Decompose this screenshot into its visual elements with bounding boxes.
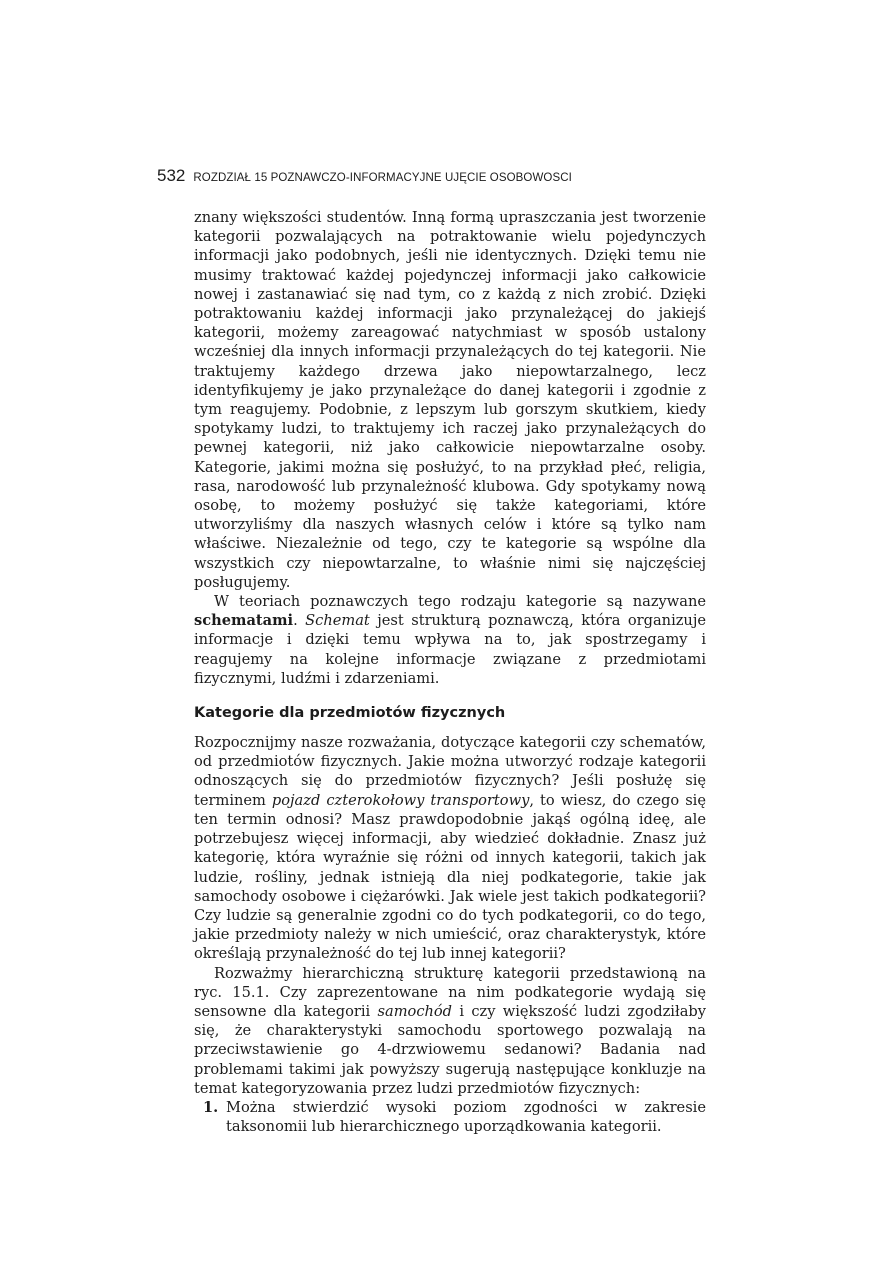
paragraph-hierarchy — [194, 964, 706, 1098]
term-schematami: schematami — [194, 612, 294, 630]
paragraph-text: znany większości studentów. Inną formą upraszczania jest tworzenie kategorii pozwalających na potraktowanie wielu pojedynczych informacji jako podobnych, jeśli nie identycznych. Dzięki temu nie musimy traktować każdej pojedynczej informacji jako całkowicie nowej i zastanawiać się nad tym, co z każdą z nich zrobić. Dzięki potraktowaniu każdej informacji jako przynależącej do jakiejś kategorii, możemy zareagować natychmiast w sposób ustalony wcześniej dla innych informacji przynależących do tej kategorii. Nie traktujemy każdego drzewa jako niepowtarzalnego, lecz identyfikujemy je jako przynależące do danej kategorii i zgodnie z tym reagujemy. Podobnie, z lepszym lub gorszym skutkiem, kiedy spotykamy ludzi, to traktujemy ich raczej jako przynależących do pewnej kategorii, niż jako całkowicie niepowtarzalne osoby. Kategorie, jakimi można się posłużyć, to na przykład płeć, religia, rasa, narodowość lub przynależność klubowa. Gdy spotykamy nową osobę, to możemy posłużyć się także kategoriami, które utworzyliśmy dla naszych własnych celów i które są tylko nam właściwe. Niezależnie od tego, czy te kategorie są wspólne dla wszystkich czy niepowtarzalne, to właśnie nimi się najczęściej posługujemy. — [194, 209, 706, 591]
paragraph-text: Rozważmy hierarchiczną strukturę kategorii przedstawioną na ryc. 15.1. Czy zaprezentowane na nim podkategorie wydają się sensowne dla kategorii — [194, 964, 706, 1020]
term-schemat: Schemat — [305, 612, 370, 630]
paragraph-text: Rozpocznijmy nasze rozważania, dotyczące kategorii czy schematów, od przedmiotów fizycznych. Jakie można utworzyć rodzaje kategorii odnoszących się do przedmiotów fizycznych? Jeśli posłużę się terminem — [194, 734, 706, 809]
term-pojazd: pojazd czterokołowy transportowy — [271, 791, 530, 809]
paragraph-schemas — [194, 592, 706, 688]
running-head — [157, 166, 717, 192]
page-body — [194, 208, 706, 1136]
conclusions-list — [194, 1098, 706, 1136]
page-number: 532 — [157, 166, 186, 185]
list-item-text: Można stwierdzić wysoki poziom zgodności w zakresie taksonomii lub hierarchicznego uporządkowania kategorii. — [226, 1098, 706, 1136]
paragraph-text: jest strukturą poznawczą, która organizuje informacje i dzięki temu wpływa na to, jak spostrzegamy i reagujemy na kolejne informacje związane z przedmiotami fizycznymi, ludźmi i zdarzeniami. — [194, 612, 706, 687]
paragraph-text: i czy większość ludzi zgodziłaby się, że charakterystyki samochodu sportowego pozwalają na przeciwstawienie go 4-drzwiowemu sedanowi? Badania nad problemami takimi jak powyższy sugerują następujące konkluzje na temat kategoryzowania przez ludzi przedmiotów fizycznych: — [194, 1002, 706, 1097]
list-item — [194, 1098, 706, 1136]
paragraph-physical-objects — [194, 733, 706, 963]
chapter-title: ROZDZIAŁ 15 POZNAWCZO-INFORMACYJNE UJĘCIE OSOBOWOSCI — [193, 172, 572, 184]
term-samochod: samochód — [377, 1002, 453, 1020]
paragraph-text: , to wiesz, do czego się ten termin odnosi? Masz prawdopodobnie jakąś ogólną ideę, ale potrzebujesz więcej informacji, aby wiedzieć dokładnie. Znasz już kategorię, która wyraźnie się różni od innych kategorii, takich jak ludzie, rośliny, jednak istnieją dla niej podkategorie, takie jak samochody osobowe i ciężarówki. Jak wiele jest takich podkategorii? Czy ludzie są generalnie zgodni co do tych podkategorii, co do tego, jakie przedmioty należy w nich umieścić, oraz charakterystyk, które określają przynależność do tej lub innej kategorii? — [194, 791, 706, 963]
paragraph-categories-intro — [194, 208, 706, 592]
section-heading: Kategorie dla przedmiotów fizycznych — [194, 705, 506, 722]
paragraph-text: W teoriach poznawczych tego rodzaju kategorie są nazywane — [214, 593, 706, 611]
paragraph-text: . — [293, 612, 306, 630]
list-item-number: 1. — [203, 1098, 219, 1116]
